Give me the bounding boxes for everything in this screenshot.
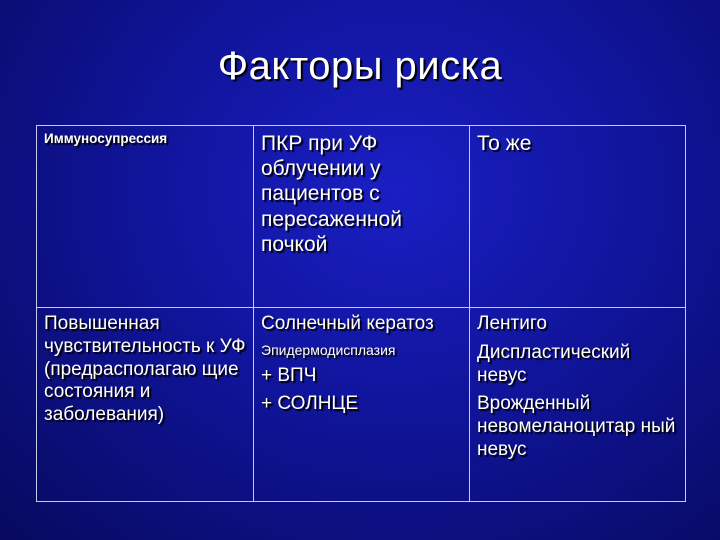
table-row — [37, 126, 686, 308]
cell-text: Врожденный невомеланоцитар ный невус — [476, 393, 676, 460]
table-cell — [37, 126, 254, 308]
table-row — [37, 308, 686, 502]
risk-factors-table — [36, 125, 686, 502]
cell-text: Иммуносупрессия — [44, 131, 168, 146]
table-cell — [469, 126, 685, 308]
cell-text: Повышенная чувствительность к УФ (предрасполагаю щие состояния и заболевания) — [44, 313, 246, 426]
table-cell — [254, 308, 470, 502]
table-cell — [37, 308, 254, 502]
slide-title: Факторы риска — [217, 44, 503, 88]
table-cell — [469, 308, 685, 502]
cell-text: ПКР при УФ облучении у пациентов с пересаженной почкой — [261, 132, 402, 256]
cell-text: Диспластический невус — [476, 341, 631, 386]
cell-text: Солнечный кератоз — [261, 313, 434, 334]
cell-text: Лентиго — [476, 313, 547, 334]
cell-text: То же — [476, 132, 532, 155]
cell-text: Эпидермодисплазия — [261, 341, 396, 358]
table-cell — [254, 126, 470, 308]
cell-text: + ВПЧ — [261, 364, 317, 386]
cell-text: + СОЛНЦЕ — [261, 393, 359, 415]
